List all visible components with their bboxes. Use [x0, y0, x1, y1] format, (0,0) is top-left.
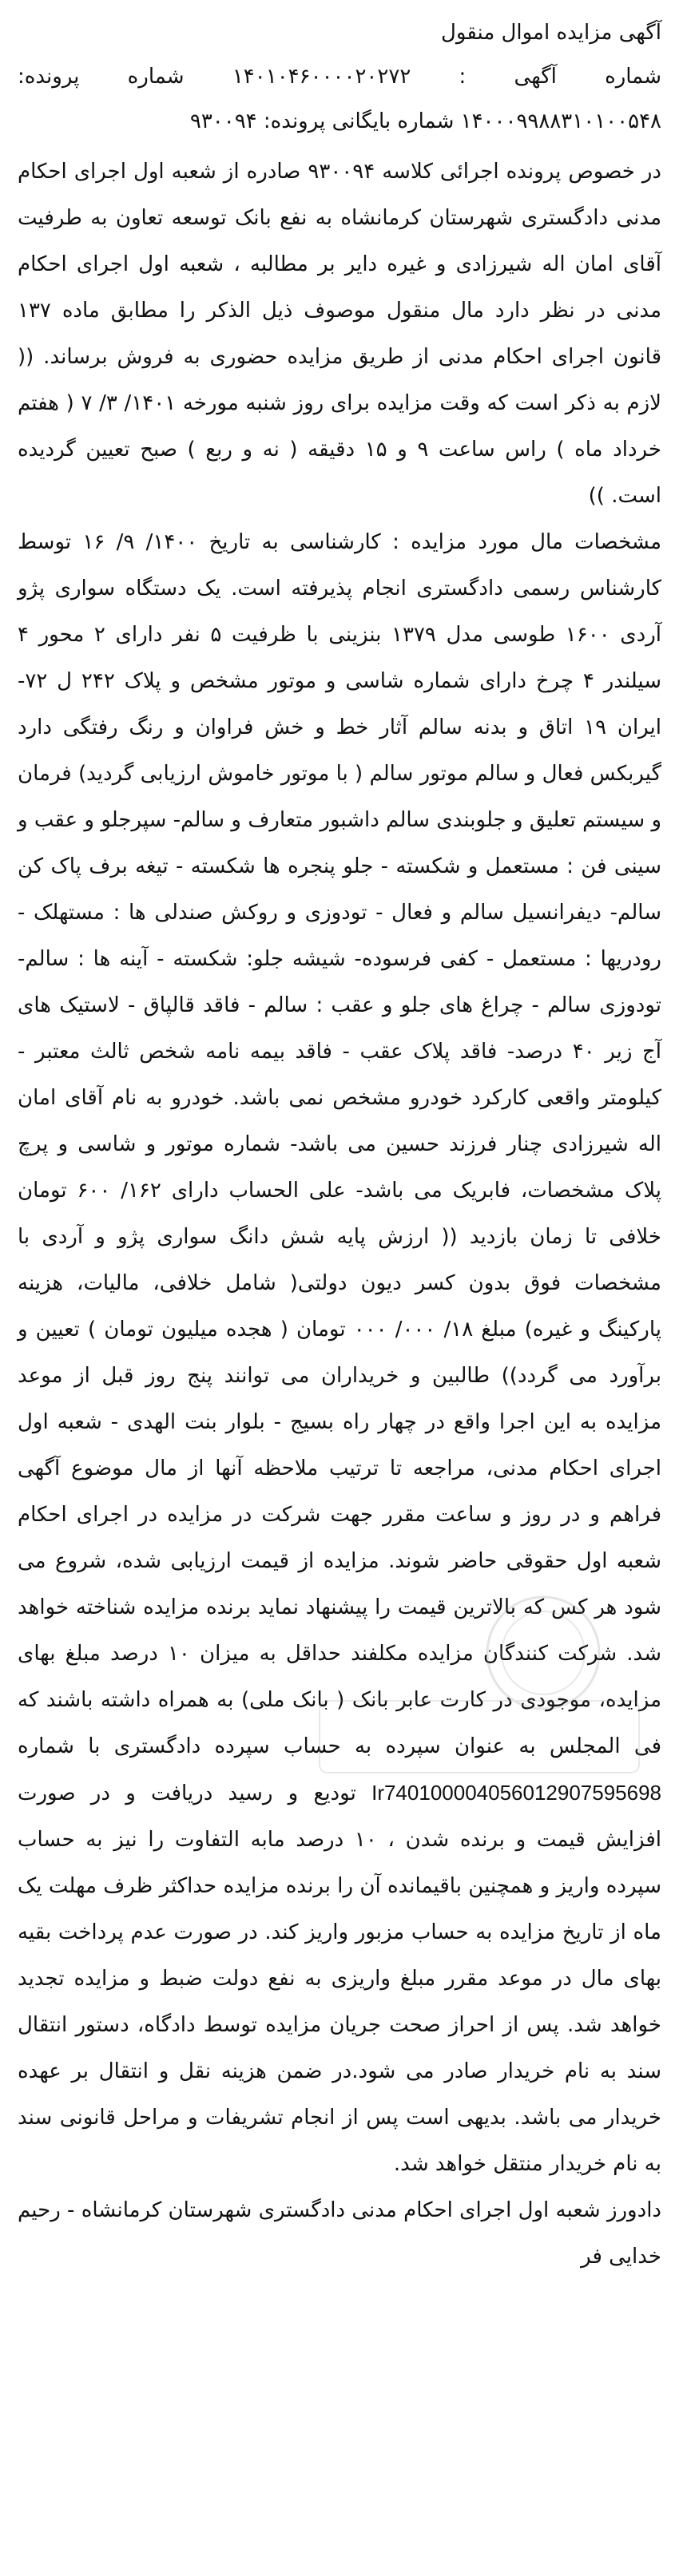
property-specs-paragraph	[18, 519, 661, 2187]
notice-number-line: شماره آگهی : ۱۴۰۱۰۴۶۰۰۰۰۲۰۲۷۲ شماره پرونده:	[18, 65, 661, 89]
case-number-line: ۱۴۰۰۰۹۹۸۸۳۱۰۱۰۰۵۴۸ شماره بایگانی پرونده: ۹۳۰۰۹۴	[189, 109, 661, 133]
intro-paragraph: در خصوص پرونده اجرائی کلاسه ۹۳۰۰۹۴ صادره از شعبه اول اجرای احکام مدنی دادگستری شهرستان کرمانشاه به نفع بانک توسعه تعاون به طرفیت آقای امان اله شیرزادی و غیره دایر بر مطالبه ، شعبه اول اجرای احکام مدنی در نظر دارد مال منقول موصوف ذیل الذکر را مطابق ماده ۱۳۷ قانون اجرای احکام مدنی از طریق مزایده حضوری به فروش برساند. (( لازم به ذکر است که وقت مزایده برای روز شنبه مورخه ۱۴۰۱/ ۳/ ۷ ( هفتم خرداد ماه ) راس ساعت ۹ و ۱۵ دقیقه ( نه و ربع ) صبح تعیین گردیده است. ))	[18, 160, 662, 508]
signature-line: دادورز شعبه اول اجرای احکام مدنی دادگستری شهرستان کرمانشاه - رحیم خدایی فر	[18, 2198, 661, 2269]
notice-body	[18, 149, 661, 2187]
notice-title: آگهی مزایده اموال منقول	[441, 21, 661, 45]
deposit-account-iban: Ir740100004056012907595698	[371, 1781, 662, 1805]
property-specs-text: مشخصات مال مورد مزایده : کارشناسی به تاریخ ۱۴۰۰/ ۹/ ۱۶ توسط کارشناس رسمی دادگستری انجام پذیرفته است. یک دستگاه سواری پژو آردی ۱۶۰۰ طوسی مدل ۱۳۷۹ بنزینی با ظرفیت ۵ نفر دارای ۲ محور ۴ سیلندر ۴ چرخ دارای شماره شاسی و موتور مشخص و پلاک ۲۴۲ ل ۷۲- ایران ۱۹ اتاق و بدنه سالم آثار خط و خش فراوان و رنگ رفتگی دارد گیربکس فعال و سالم موتور سالم ( با موتور خاموش ارزیابی گردید) فرمان و سیستم تعلیق و جلوبندی سالم داشبور متعارف و سالم- سپرجلو و عقب و سینی فن : مستعمل و شکسته - جلو پنجره ها شکسته - تیغه برف پاک کن سالم- دیفرانسیل سالم و فعال - تودوزی و روکش صندلی ها : مستهلک - رودریها : مستعمل - کفی فرسوده- شیشه جلو: شکسته - آینه ها : سالم- تودوزی سالم - چراغ های جلو و عقب : سالم - فاقد قالپاق - لاستیک های آج زیر ۴۰ درصد- فاقد پلاک عقب - فاقد بیمه نامه شخص ثالث معتبر - کیلومتر واقعی کارکرد خودرو مشخص نمی باشد. خودرو به نام آقای امان اله شیرزادی چنار فرزند حسین می باشد- شماره موتور و شاسی و پرچ پلاک مشخصات، فابریک می باشد- علی الحساب دارای ۱۶۲/ ۶۰۰ تومان خلافی تا زمان بازدید (( ارزش پایه شش دانگ سواری پژو و آردی با مشخصات فوق بدون کسر دیون دولتی( شامل خلافی، مالیات، هزینه پارکینگ و غیره) مبلغ ۱۸/ ۰۰۰/ ۰۰۰ تومان ( هجده میلیون تومان ) تعیین و برآورد می گردد)) طالبین و خریداران می توانند پنج روز قبل از موعد مزایده به این اجرا واقع در چهار راه بسیج - بلوار بنت الهدی - شعبه اول اجرای احکام مدنی، مراجعه تا ترتیب ملاحظه آنها از مال موضوع آگهی فراهم و در روز و ساعت مقرر جهت شرکت در مزایده در اجرای احکام شعبه اول حقوقی حاضر شوند. مزایده از قیمت ارزیابی شده، شروع می شود هر کس که بالاترین قیمت را پیشنهاد نماید برنده مزایده شناخته خواهد شد. شرکت کنندگان مزایده مکلفند حداقل به میزان ۱۰ درصد مبلغ بهای مزایده، موجودی در کارت عابر بانک ( بانک ملی) به همراه داشته باشند که فی المجلس به عنوان سپرده به حساب سپرده دادگستری با شماره	[18, 530, 662, 1758]
property-specs-tail: تودیع و رسید دریافت و در صورت افزایش قیمت و برنده شدن ، ۱۰ درصد مابه التفاوت را نیز به حساب سپرده واریز و همچنین باقیمانده آن را برنده مزایده حداکثر ظرف مهلت یک ماه از تاریخ مزایده به حساب مزبور واریز کند. در صورت عدم پرداخت بقیه بهای مال در موعد مقرر مبلغ واریزی به نفع دولت ضبط و مزایده تجدید خواهد شد. پس از احراز صحت جریان مزایده توسط دادگاه، دستور انتقال سند به نام خریدار صادر می شود.در ضمن هزینه نقل و انتقال بر عهده خریدار می باشد. بدیهی است پس از انجام تشریفات و مراحل قانونی سند به نام خریدار منتقل خواهد شد.	[18, 1781, 661, 2176]
